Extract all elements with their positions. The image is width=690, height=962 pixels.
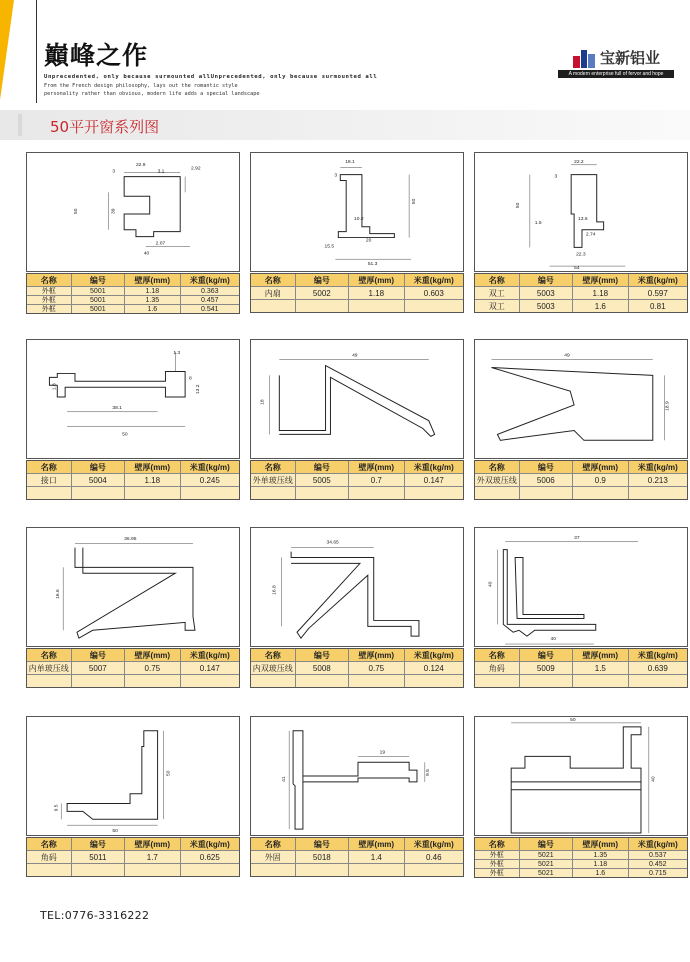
dimension-label: 3 bbox=[334, 173, 338, 179]
cell-wall: 1.18 bbox=[124, 474, 179, 486]
spec-table bbox=[474, 460, 688, 500]
cell-wall bbox=[348, 864, 403, 876]
cell-code bbox=[295, 300, 349, 312]
dimension-label: 16.6 bbox=[56, 589, 62, 599]
spec-row bbox=[475, 868, 687, 877]
cell-code bbox=[519, 675, 573, 687]
spec-header-row bbox=[475, 648, 687, 661]
dimension-label: 50 bbox=[412, 198, 418, 205]
spec-row bbox=[27, 473, 239, 486]
cell-name: 外框 bbox=[489, 870, 504, 877]
dimension-label: 18 bbox=[260, 399, 266, 405]
spec-row bbox=[475, 473, 687, 486]
dimension-label: 39 bbox=[111, 208, 117, 214]
dimension-label: 37 bbox=[574, 535, 580, 541]
cell-weight: 0.363 bbox=[180, 287, 239, 295]
dimension-label: 50 bbox=[570, 717, 576, 723]
dimension-label: 1.3 bbox=[173, 350, 181, 356]
cell-wall bbox=[348, 675, 403, 687]
header-name: 名称 bbox=[264, 650, 281, 660]
cell-wall: 0.75 bbox=[348, 662, 403, 674]
dimension-label: 49 bbox=[564, 353, 570, 359]
header-wall: 壁厚(mm) bbox=[572, 838, 627, 850]
cell-weight: 0.625 bbox=[180, 851, 239, 863]
spec-header-row bbox=[251, 460, 463, 473]
dimension-label: 15.5 bbox=[324, 244, 335, 250]
cell-name: 内双玻压线 bbox=[252, 663, 293, 673]
cell-name: 角码 bbox=[40, 852, 57, 862]
cell-code: 5018 bbox=[295, 851, 349, 863]
cell-weight: 0.213 bbox=[628, 474, 687, 486]
spec-table bbox=[26, 273, 240, 314]
spec-table bbox=[250, 837, 464, 877]
spec-table bbox=[250, 273, 464, 313]
cell-weight bbox=[404, 864, 463, 876]
header-code: 编号 bbox=[71, 649, 125, 661]
cell-weight: 0.147 bbox=[404, 474, 463, 486]
cell-code: 5021 bbox=[519, 869, 573, 877]
spec-row bbox=[251, 286, 463, 299]
header-code: 编号 bbox=[71, 274, 125, 286]
spec-row bbox=[27, 850, 239, 863]
cell-name: 外单玻压线 bbox=[252, 475, 293, 485]
cell-code bbox=[295, 864, 349, 876]
dimension-label: 54 bbox=[574, 266, 580, 271]
header-name: 名称 bbox=[40, 650, 57, 660]
dimension-label: 2.74 bbox=[585, 232, 596, 238]
spec-row bbox=[27, 304, 239, 313]
cell-weight: 0.597 bbox=[628, 287, 687, 299]
cell-name: 外固 bbox=[264, 852, 281, 862]
dimension-label: 1.5 bbox=[534, 220, 542, 226]
spec-row bbox=[251, 473, 463, 486]
header-weight: 米重(kg/m) bbox=[404, 838, 463, 850]
dimension-label: 8 bbox=[189, 376, 192, 382]
cell-code: 5021 bbox=[519, 851, 573, 859]
cell-wall bbox=[348, 487, 403, 499]
cell-code: 5001 bbox=[71, 305, 125, 313]
dimension-label: 16.8 bbox=[272, 585, 278, 595]
cell-name bbox=[27, 675, 71, 687]
cell-wall bbox=[124, 487, 179, 499]
dimension-label: 13.2 bbox=[195, 384, 201, 395]
dimension-label: 40 bbox=[651, 776, 657, 782]
header-name: 名称 bbox=[264, 462, 281, 472]
cell-wall: 1.18 bbox=[572, 860, 627, 868]
tagline-bold: Unprecedented, only because surmounted allUnprecedented, only because surmounted all bbox=[44, 74, 378, 80]
cell-wall: 1.18 bbox=[348, 287, 403, 299]
cell-code: 5008 bbox=[295, 662, 349, 674]
header-weight: 米重(kg/m) bbox=[180, 274, 239, 286]
spec-table bbox=[26, 460, 240, 500]
profile-drawing bbox=[474, 527, 688, 647]
header-weight: 米重(kg/m) bbox=[628, 838, 687, 850]
cell-name: 外框 bbox=[41, 297, 56, 304]
header-code: 编号 bbox=[71, 838, 125, 850]
cell-code: 5005 bbox=[295, 474, 349, 486]
cell-code bbox=[71, 864, 125, 876]
cell-name: 内单玻压线 bbox=[28, 663, 69, 673]
cell-weight: 0.639 bbox=[628, 662, 687, 674]
spec-table bbox=[250, 460, 464, 500]
cell-wall bbox=[124, 864, 179, 876]
dimension-label: 36.95 bbox=[124, 536, 137, 542]
spec-row bbox=[27, 295, 239, 304]
spec-row bbox=[475, 486, 687, 499]
spec-row bbox=[475, 299, 687, 312]
cell-code: 5003 bbox=[519, 300, 573, 312]
profile-drawing bbox=[474, 339, 688, 459]
spec-row bbox=[251, 661, 463, 674]
header-weight: 米重(kg/m) bbox=[180, 649, 239, 661]
spec-row bbox=[27, 661, 239, 674]
header-code: 编号 bbox=[295, 649, 349, 661]
cell-name: 双工 bbox=[488, 301, 505, 311]
cell-code: 5004 bbox=[71, 474, 125, 486]
spec-row bbox=[251, 850, 463, 863]
dimension-label: 40 bbox=[488, 581, 494, 587]
cell-code: 5009 bbox=[519, 662, 573, 674]
cell-name bbox=[27, 487, 71, 499]
header-wall: 壁厚(mm) bbox=[124, 274, 179, 286]
brand-slogan: A modern enterprise full of fervor and hope bbox=[558, 70, 674, 78]
profile-drawing bbox=[26, 152, 240, 272]
cell-name bbox=[475, 675, 519, 687]
spec-row bbox=[251, 299, 463, 312]
header-wall: 壁厚(mm) bbox=[572, 274, 627, 286]
dimension-label: 50 bbox=[516, 202, 522, 209]
dimension-label: 9.5 bbox=[54, 804, 60, 812]
dimension-label: 22.2 bbox=[574, 159, 584, 165]
spec-header-row bbox=[251, 648, 463, 661]
cell-name: 接口 bbox=[40, 475, 57, 485]
header-weight: 米重(kg/m) bbox=[628, 274, 687, 286]
profile-drawing bbox=[250, 339, 464, 459]
footer-tel: TEL:0776-3316222 bbox=[40, 909, 150, 922]
header-divider bbox=[36, 0, 37, 103]
page-title: 巔峰之作 bbox=[44, 41, 149, 70]
cell-weight: 0.452 bbox=[628, 860, 687, 868]
cell-weight bbox=[628, 675, 687, 687]
header-code: 编号 bbox=[71, 461, 125, 473]
cell-code bbox=[71, 675, 125, 687]
dimension-label: 51.3 bbox=[367, 262, 378, 268]
profile-drawing bbox=[26, 527, 240, 647]
dimension-label: 18.1 bbox=[345, 159, 355, 165]
cell-weight: 0.457 bbox=[180, 296, 239, 304]
spec-table bbox=[250, 648, 464, 688]
header-weight: 米重(kg/m) bbox=[404, 649, 463, 661]
logo-mark-icon bbox=[573, 46, 595, 68]
dimension-label: 19 bbox=[379, 750, 386, 756]
cell-code bbox=[519, 487, 573, 499]
dimension-label: 34.65 bbox=[326, 540, 339, 546]
series-title: 50平开窗系列图 bbox=[50, 118, 160, 136]
header-weight: 米重(kg/m) bbox=[180, 461, 239, 473]
cell-code bbox=[71, 487, 125, 499]
cell-weight: 0.124 bbox=[404, 662, 463, 674]
spec-table bbox=[474, 273, 688, 313]
header-weight: 米重(kg/m) bbox=[404, 461, 463, 473]
cell-weight bbox=[404, 487, 463, 499]
header-wall: 壁厚(mm) bbox=[572, 461, 627, 473]
header-name: 名称 bbox=[264, 275, 281, 285]
header-weight: 米重(kg/m) bbox=[404, 274, 463, 286]
cell-code: 5003 bbox=[519, 287, 573, 299]
dimension-label: 22.9 bbox=[135, 162, 146, 168]
cell-wall: 0.9 bbox=[572, 474, 627, 486]
dimension-label: 50 bbox=[122, 432, 128, 438]
cell-wall: 0.75 bbox=[124, 662, 179, 674]
cell-weight: 0.147 bbox=[180, 662, 239, 674]
header-name: 名称 bbox=[488, 275, 505, 285]
header-wall: 壁厚(mm) bbox=[348, 649, 403, 661]
cell-code: 5001 bbox=[71, 287, 125, 295]
cell-name: 外框 bbox=[41, 306, 56, 313]
header-weight: 米重(kg/m) bbox=[628, 649, 687, 661]
cell-wall: 1.5 bbox=[572, 662, 627, 674]
dimension-label: 10.2 bbox=[354, 216, 364, 222]
dimension-label: 13.6 bbox=[578, 216, 588, 222]
dimension-label: 18.9 bbox=[665, 401, 671, 411]
spec-header-row bbox=[27, 460, 239, 473]
cell-wall bbox=[572, 675, 627, 687]
cell-name bbox=[251, 300, 295, 312]
cell-weight bbox=[180, 864, 239, 876]
spec-header-row bbox=[475, 837, 687, 850]
header-wall: 壁厚(mm) bbox=[348, 838, 403, 850]
spec-header-row bbox=[475, 460, 687, 473]
profile-drawing bbox=[250, 716, 464, 836]
spec-header-row bbox=[475, 273, 687, 286]
header-code: 编号 bbox=[519, 274, 573, 286]
cell-code: 5011 bbox=[71, 851, 125, 863]
cell-code: 5001 bbox=[71, 296, 125, 304]
spec-row bbox=[251, 486, 463, 499]
spec-row bbox=[475, 286, 687, 299]
cell-name: 角码 bbox=[488, 663, 505, 673]
header-wall: 壁厚(mm) bbox=[124, 649, 179, 661]
cell-weight: 0.715 bbox=[628, 869, 687, 877]
cell-name bbox=[251, 487, 295, 499]
header-name: 名称 bbox=[488, 839, 505, 849]
cell-name: 内扇 bbox=[264, 288, 281, 298]
spec-row bbox=[251, 863, 463, 876]
cell-wall bbox=[348, 300, 403, 312]
cell-weight: 0.541 bbox=[180, 305, 239, 313]
cell-name: 外框 bbox=[41, 288, 56, 295]
header-code: 编号 bbox=[519, 649, 573, 661]
profile-drawing bbox=[250, 527, 464, 647]
cell-name: 外框 bbox=[489, 861, 504, 868]
spec-row bbox=[251, 674, 463, 687]
cell-weight: 0.245 bbox=[180, 474, 239, 486]
brand-name: 宝新铝业 bbox=[600, 48, 661, 67]
dimension-label: 22.3 bbox=[576, 252, 586, 258]
cell-weight: 0.537 bbox=[628, 851, 687, 859]
header-name: 名称 bbox=[264, 839, 281, 849]
header-name: 名称 bbox=[488, 650, 505, 660]
spec-row bbox=[27, 674, 239, 687]
spec-header-row bbox=[251, 273, 463, 286]
dimension-label: 9.5 bbox=[425, 769, 431, 776]
cell-wall bbox=[124, 675, 179, 687]
cell-code: 5002 bbox=[295, 287, 349, 299]
dimension-label: 40 bbox=[143, 251, 150, 257]
cell-name bbox=[251, 675, 295, 687]
profile-drawing bbox=[26, 716, 240, 836]
dimension-label: 40 bbox=[550, 637, 556, 643]
spec-row bbox=[475, 674, 687, 687]
spec-header-row bbox=[27, 273, 239, 286]
profile-drawing bbox=[26, 339, 240, 459]
cell-wall: 1.6 bbox=[572, 869, 627, 877]
header-wall: 壁厚(mm) bbox=[348, 274, 403, 286]
header-wall: 壁厚(mm) bbox=[124, 838, 179, 850]
cell-code: 5021 bbox=[519, 860, 573, 868]
dimension-label: 50 bbox=[112, 829, 118, 835]
spec-row bbox=[27, 286, 239, 295]
cell-code: 5007 bbox=[71, 662, 125, 674]
profile-drawing bbox=[250, 152, 464, 272]
spec-row bbox=[475, 850, 687, 859]
tagline-line-1: From the French design philosophy, lays out the romantic style bbox=[44, 83, 238, 89]
spec-header-row bbox=[251, 837, 463, 850]
profile-drawing bbox=[474, 716, 688, 836]
profile-drawing bbox=[474, 152, 688, 272]
cell-code: 5006 bbox=[519, 474, 573, 486]
header-name: 名称 bbox=[488, 462, 505, 472]
cell-name bbox=[27, 864, 71, 876]
spec-table bbox=[474, 648, 688, 688]
cell-name bbox=[475, 487, 519, 499]
dimension-label: 2.07 bbox=[155, 241, 166, 247]
cell-wall: 1.7 bbox=[124, 851, 179, 863]
brand-logo bbox=[573, 46, 660, 68]
dimension-label: 49 bbox=[352, 353, 358, 359]
dimension-label: 20 bbox=[365, 238, 372, 244]
header-code: 编号 bbox=[295, 274, 349, 286]
header-code: 编号 bbox=[519, 461, 573, 473]
corner-decoration bbox=[0, 0, 14, 100]
header-wall: 壁厚(mm) bbox=[348, 461, 403, 473]
cell-weight bbox=[180, 487, 239, 499]
cell-weight: 0.603 bbox=[404, 287, 463, 299]
cell-name: 双工 bbox=[488, 288, 505, 298]
cell-wall: 1.35 bbox=[572, 851, 627, 859]
cell-code bbox=[295, 487, 349, 499]
cell-weight bbox=[404, 675, 463, 687]
spec-row bbox=[475, 661, 687, 674]
header-wall: 壁厚(mm) bbox=[124, 461, 179, 473]
dimension-label: 2.92 bbox=[191, 166, 201, 172]
dimension-label: 3.1 bbox=[157, 169, 165, 175]
spec-row bbox=[475, 859, 687, 868]
dimension-label: 38.1 bbox=[112, 405, 122, 411]
header-name: 名称 bbox=[40, 462, 57, 472]
spec-table bbox=[26, 837, 240, 877]
cell-name: 外双玻压线 bbox=[476, 475, 517, 485]
cell-weight bbox=[404, 300, 463, 312]
cell-name bbox=[251, 864, 295, 876]
tagline-line-2: personality rather than obvious, modern life adds a special landscape bbox=[44, 91, 260, 97]
cell-wall: 1.6 bbox=[124, 305, 179, 313]
spec-row bbox=[27, 486, 239, 499]
header-code: 编号 bbox=[295, 461, 349, 473]
cell-weight bbox=[180, 675, 239, 687]
spec-table bbox=[474, 837, 688, 878]
spec-header-row bbox=[27, 837, 239, 850]
dimension-label: 50 bbox=[166, 770, 172, 776]
cell-wall bbox=[572, 487, 627, 499]
cell-wall: 1.35 bbox=[124, 296, 179, 304]
header-code: 编号 bbox=[519, 838, 573, 850]
header-code: 编号 bbox=[295, 838, 349, 850]
cell-weight: 0.81 bbox=[628, 300, 687, 312]
header-name: 名称 bbox=[40, 275, 57, 285]
header-weight: 米重(kg/m) bbox=[180, 838, 239, 850]
cell-wall: 1.4 bbox=[348, 851, 403, 863]
spec-table bbox=[26, 648, 240, 688]
header-wall: 壁厚(mm) bbox=[572, 649, 627, 661]
cell-wall: 0.7 bbox=[348, 474, 403, 486]
dimension-label: 41 bbox=[282, 776, 288, 782]
dimension-label: 3 bbox=[554, 174, 558, 180]
cell-code bbox=[295, 675, 349, 687]
spec-header-row bbox=[27, 648, 239, 661]
cell-wall: 1.18 bbox=[124, 287, 179, 295]
spec-row bbox=[27, 863, 239, 876]
dimension-label: 3 bbox=[112, 169, 116, 175]
cell-weight bbox=[628, 487, 687, 499]
dimension-label: 50 bbox=[73, 208, 79, 214]
dimension-label: 1.8 bbox=[52, 383, 58, 391]
cell-weight: 0.46 bbox=[404, 851, 463, 863]
cell-wall: 1.6 bbox=[572, 300, 627, 312]
header-weight: 米重(kg/m) bbox=[628, 461, 687, 473]
header-name: 名称 bbox=[40, 839, 57, 849]
cell-wall: 1.18 bbox=[572, 287, 627, 299]
cell-name: 外框 bbox=[489, 852, 504, 859]
